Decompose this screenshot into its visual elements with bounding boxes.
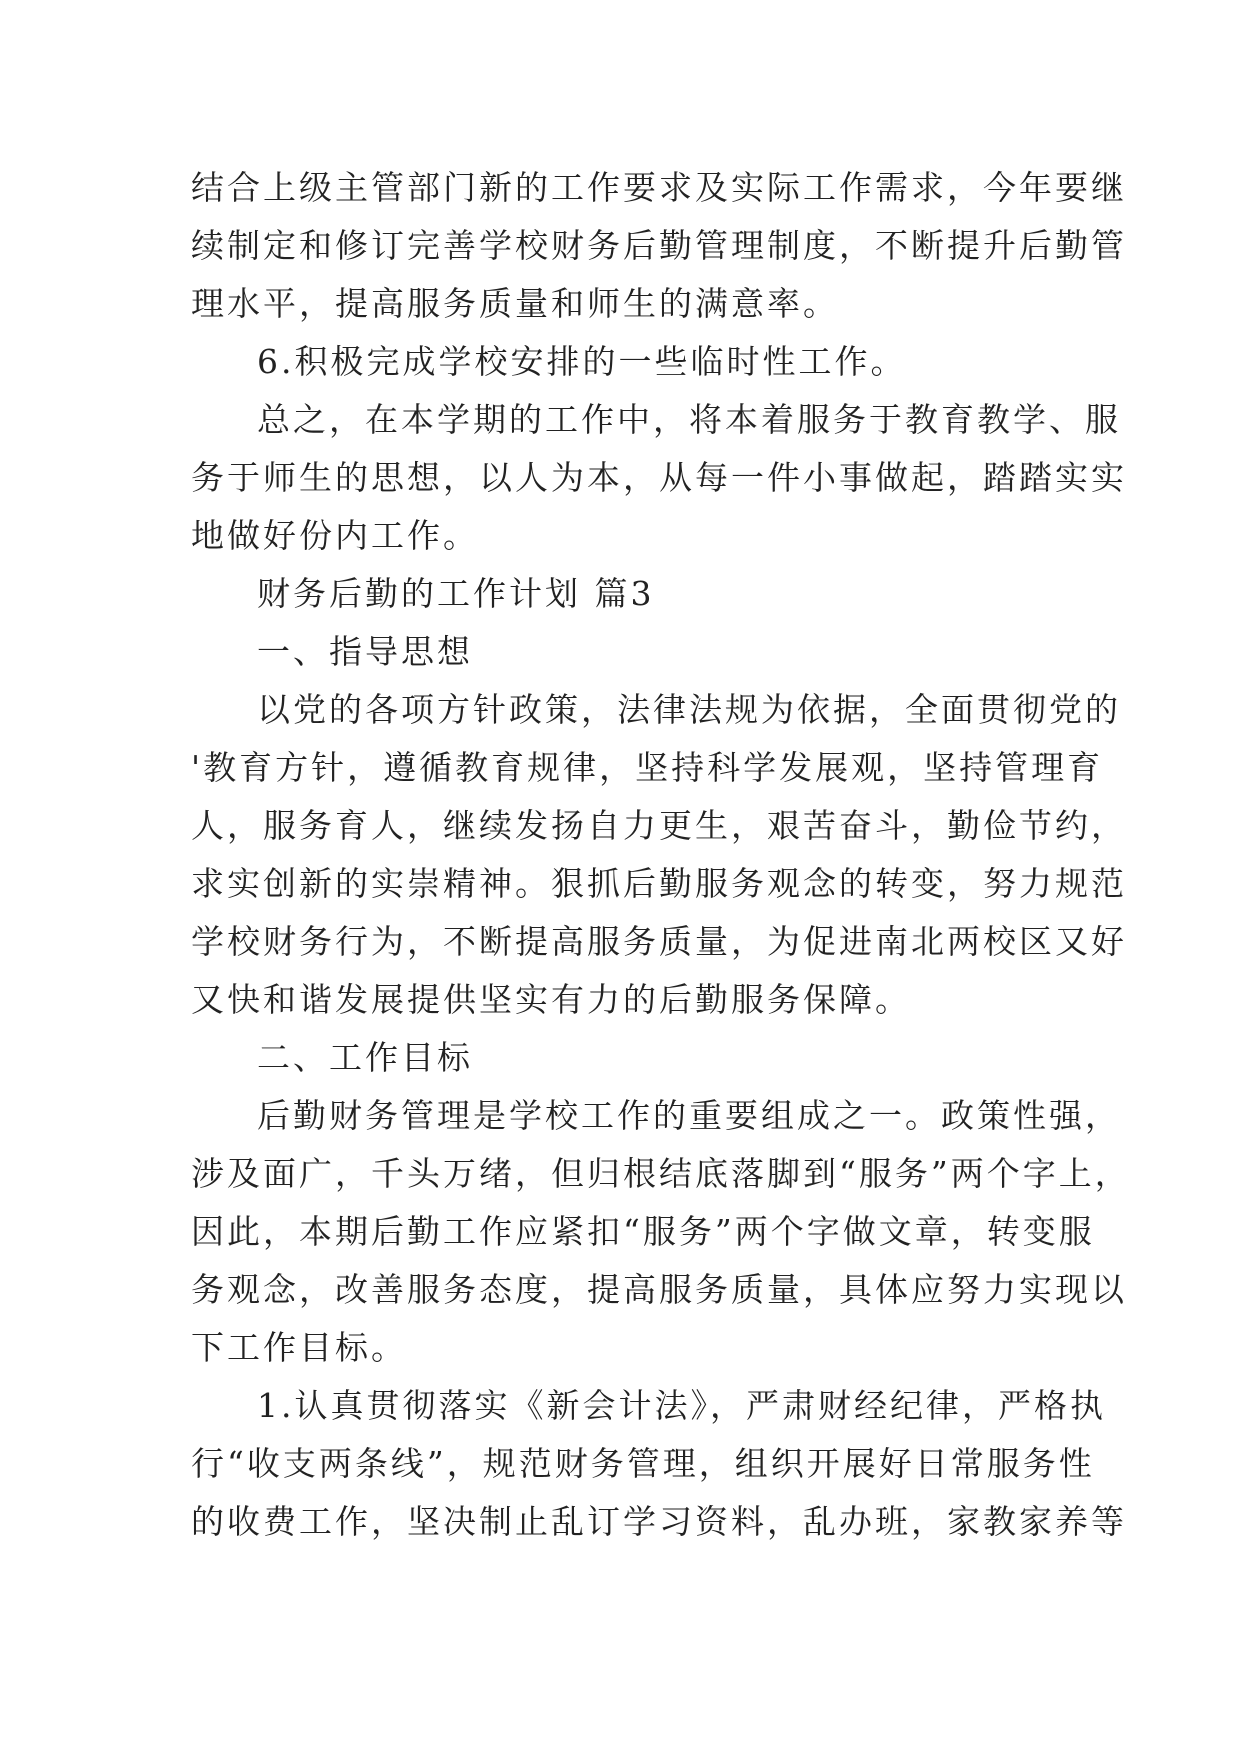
paragraph-line: 以党的各项方针政策，法律法规为依据，全面贯彻党的 [257,690,1121,729]
text-line: 地做好份内工作。 [191,516,479,555]
section-heading: 二、工作目标 [257,1038,473,1077]
section-heading: 一、指导思想 [257,632,473,671]
list-item-line: 6.积极完成学校安排的一些临时性工作。 [257,342,907,381]
paragraph-line: 总之，在本学期的工作中，将本着服务于教育教学、服 [257,400,1121,439]
text-line: 理水平，提高服务质量和师生的满意率。 [191,284,839,323]
text-line: 续制定和修订完善学校财务后勤管理制度，不断提升后勤管 [191,226,1127,265]
text-line: 因此，本期后勤工作应紧扣“服务”两个字做文章，转变服 [191,1212,1095,1251]
text-line: 学校财务行为，不断提高服务质量，为促进南北两校区又好 [191,922,1127,961]
paragraph-line: 后勤财务管理是学校工作的重要组成之一。政策性强， [257,1096,1121,1135]
text-line: '教育方针，遵循教育规律，坚持科学发展观，坚持管理育 [191,748,1104,787]
section-title: 财务后勤的工作计划 篇3 [257,574,655,613]
text-line: 人，服务育人，继续发扬自力更生，艰苦奋斗，勤俭节约， [191,806,1127,845]
text-line: 下工作目标。 [191,1328,407,1367]
text-line: 涉及面广，千头万绪，但归根结底落脚到“服务”两个字上， [191,1154,1131,1193]
text-line: 行“收支两条线”，规范财务管理，组织开展好日常服务性 [191,1444,1095,1483]
list-item-line: 1.认真贯彻落实《新会计法》，严肃财经纪律，严格执 [257,1386,1106,1425]
text-line: 务观念，改善服务态度，提高服务质量，具体应努力实现以 [191,1270,1127,1309]
text-line: 的收费工作，坚决制止乱订学习资料，乱办班，家教家养等 [191,1502,1127,1541]
text-line: 务于师生的思想，以人为本，从每一件小事做起，踏踏实实 [191,458,1127,497]
text-line: 求实创新的实崇精神。狠抓后勤服务观念的转变，努力规范 [191,864,1127,903]
text-line: 结合上级主管部门新的工作要求及实际工作需求，今年要继 [191,168,1127,207]
document-body [191,159,1131,1551]
text-line: 又快和谐发展提供坚实有力的后勤服务保障。 [191,980,911,1019]
